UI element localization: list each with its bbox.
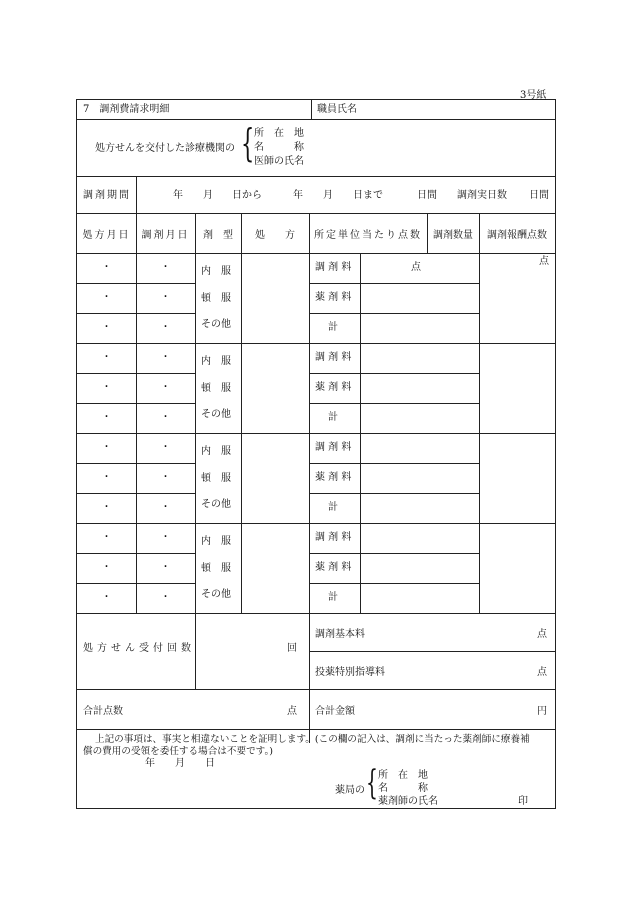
period-day-from: 日から bbox=[232, 190, 262, 201]
col-form: 剤 型 bbox=[203, 230, 233, 241]
certification-line-2: 償の費用の受領を委任する場合は不要です。) bbox=[83, 746, 274, 757]
institution-doctor-label: 医師の氏名 bbox=[254, 156, 304, 167]
form-topical: 頓 服 bbox=[201, 473, 231, 484]
institution-brace: { bbox=[241, 121, 255, 165]
rx-date-dot: ・ bbox=[101, 322, 112, 333]
dispense-date-dot: ・ bbox=[160, 472, 171, 483]
col-prescription: 処 方 bbox=[255, 230, 295, 241]
cert-year: 年 bbox=[145, 758, 155, 769]
total-amount-label: 合計金額 bbox=[315, 706, 355, 717]
form-other: その他 bbox=[201, 409, 231, 420]
dispense-date-dot: ・ bbox=[160, 412, 171, 423]
period-day-to: 日まで bbox=[353, 190, 383, 201]
rx-date-dot: ・ bbox=[101, 442, 112, 453]
dispense-date-dot: ・ bbox=[160, 292, 171, 303]
dispense-date-dot: ・ bbox=[160, 352, 171, 363]
form-topical: 頓 服 bbox=[201, 293, 231, 304]
col-fee-points: 調剤報酬点数 bbox=[487, 230, 547, 241]
pharmacy-address-label: 所 在 地 bbox=[378, 770, 428, 781]
period-days-unit: 日間 bbox=[417, 190, 437, 201]
col-rx-date: 処方月日 bbox=[82, 230, 131, 241]
form-oral: 内 服 bbox=[201, 356, 231, 367]
form-other: その他 bbox=[201, 319, 231, 330]
total-points-label: 合計点数 bbox=[83, 706, 123, 717]
form-oral: 内 服 bbox=[201, 446, 231, 457]
form-other: その他 bbox=[201, 589, 231, 600]
period-month-start: 月 bbox=[203, 190, 213, 201]
dispense-date-dot: ・ bbox=[160, 532, 171, 543]
rx-date-dot: ・ bbox=[101, 532, 112, 543]
rx-count-unit: 回 bbox=[287, 643, 297, 654]
basic-fee-label: 調剤基本料 bbox=[315, 629, 365, 640]
cert-month: 月 bbox=[175, 758, 185, 769]
form-topical: 頓 服 bbox=[201, 383, 231, 394]
col-points-per-unit: 所定単位当たり点数 bbox=[314, 230, 422, 241]
drug-fee-label: 薬 剤 料 bbox=[315, 292, 352, 303]
period-label: 調剤期間 bbox=[83, 190, 131, 201]
pharmacy-lead: 薬局の bbox=[335, 785, 365, 796]
period-month-end: 月 bbox=[323, 190, 333, 201]
rx-date-dot: ・ bbox=[101, 292, 112, 303]
rx-date-dot: ・ bbox=[101, 412, 112, 423]
rx-date-dot: ・ bbox=[101, 472, 112, 483]
dispense-date-dot: ・ bbox=[160, 382, 171, 393]
total-amount-unit: 円 bbox=[537, 706, 547, 717]
institution-lead: 処方せんを交付した診療機関の bbox=[95, 143, 235, 154]
guidance-fee-unit: 点 bbox=[537, 667, 547, 678]
form-oral: 内 服 bbox=[201, 266, 231, 277]
group-total-label: 計 bbox=[328, 592, 338, 603]
drug-fee-label: 薬 剤 料 bbox=[315, 472, 352, 483]
dispensing-fee-label: 調 剤 料 bbox=[315, 442, 352, 453]
group-total-label: 計 bbox=[328, 412, 338, 423]
group-total-label: 計 bbox=[328, 502, 338, 513]
total-points-unit: 点 bbox=[287, 706, 297, 717]
pharmacy-brace: { bbox=[366, 763, 378, 803]
period-year-end: 年 bbox=[293, 190, 303, 201]
drug-fee-label: 薬 剤 料 bbox=[315, 382, 352, 393]
form-other: その他 bbox=[201, 499, 231, 510]
rx-date-dot: ・ bbox=[101, 562, 112, 573]
rx-count-label: 処方せん受付回数 bbox=[83, 643, 195, 654]
pharmacy-name-label: 名 称 bbox=[378, 783, 428, 794]
col-dispense-date: 調剤月日 bbox=[141, 230, 190, 241]
drug-fee-label: 薬 剤 料 bbox=[315, 562, 352, 573]
pharmacist-name-label: 薬剤師の氏名 bbox=[378, 796, 438, 807]
unit-points-mark: 点 bbox=[411, 262, 421, 273]
dispense-date-dot: ・ bbox=[160, 562, 171, 573]
rx-date-dot: ・ bbox=[101, 382, 112, 393]
dispensing-fee-label: 調 剤 料 bbox=[315, 262, 352, 273]
dispense-date-dot: ・ bbox=[160, 592, 171, 603]
form-oral: 内 服 bbox=[201, 536, 231, 547]
rx-date-dot: ・ bbox=[101, 502, 112, 513]
dispense-date-dot: ・ bbox=[160, 322, 171, 333]
basic-fee-unit: 点 bbox=[537, 629, 547, 640]
rx-date-dot: ・ bbox=[101, 262, 112, 273]
group-total-label: 計 bbox=[328, 322, 338, 333]
seal-mark: 印 bbox=[518, 796, 528, 807]
guidance-fee-label: 投薬特別指導料 bbox=[315, 667, 385, 678]
cert-day: 日 bbox=[205, 758, 215, 769]
form-number: 3号紙 bbox=[520, 90, 547, 101]
dispense-date-dot: ・ bbox=[160, 502, 171, 513]
dispense-date-dot: ・ bbox=[160, 262, 171, 273]
actual-days-label: 調剤実日数 bbox=[457, 190, 507, 201]
rx-date-dot: ・ bbox=[101, 352, 112, 363]
dispense-date-dot: ・ bbox=[160, 442, 171, 453]
col-quantity: 調剤数量 bbox=[433, 230, 473, 241]
fee-points-mark: 点 bbox=[539, 256, 549, 267]
dispensing-fee-label: 調 剤 料 bbox=[315, 532, 352, 543]
form-topical: 頓 服 bbox=[201, 563, 231, 574]
institution-name-label: 名 称 bbox=[254, 142, 304, 153]
rx-date-dot: ・ bbox=[101, 592, 112, 603]
dispensing-fee-label: 調 剤 料 bbox=[315, 352, 352, 363]
certification-line-1: 上記の事項は、事実と相違ないことを証明します。(この欄の記入は、調剤に当たった薬剤師に療養補 bbox=[95, 734, 530, 745]
actual-days-unit: 日間 bbox=[529, 190, 549, 201]
staff-name-label: 職員氏名 bbox=[317, 104, 357, 115]
claim-detail-form bbox=[76, 99, 556, 809]
period-year-start: 年 bbox=[173, 190, 183, 201]
item-title: 7 調剤費請求明細 bbox=[83, 104, 170, 115]
institution-address-label: 所 在 地 bbox=[254, 128, 304, 139]
